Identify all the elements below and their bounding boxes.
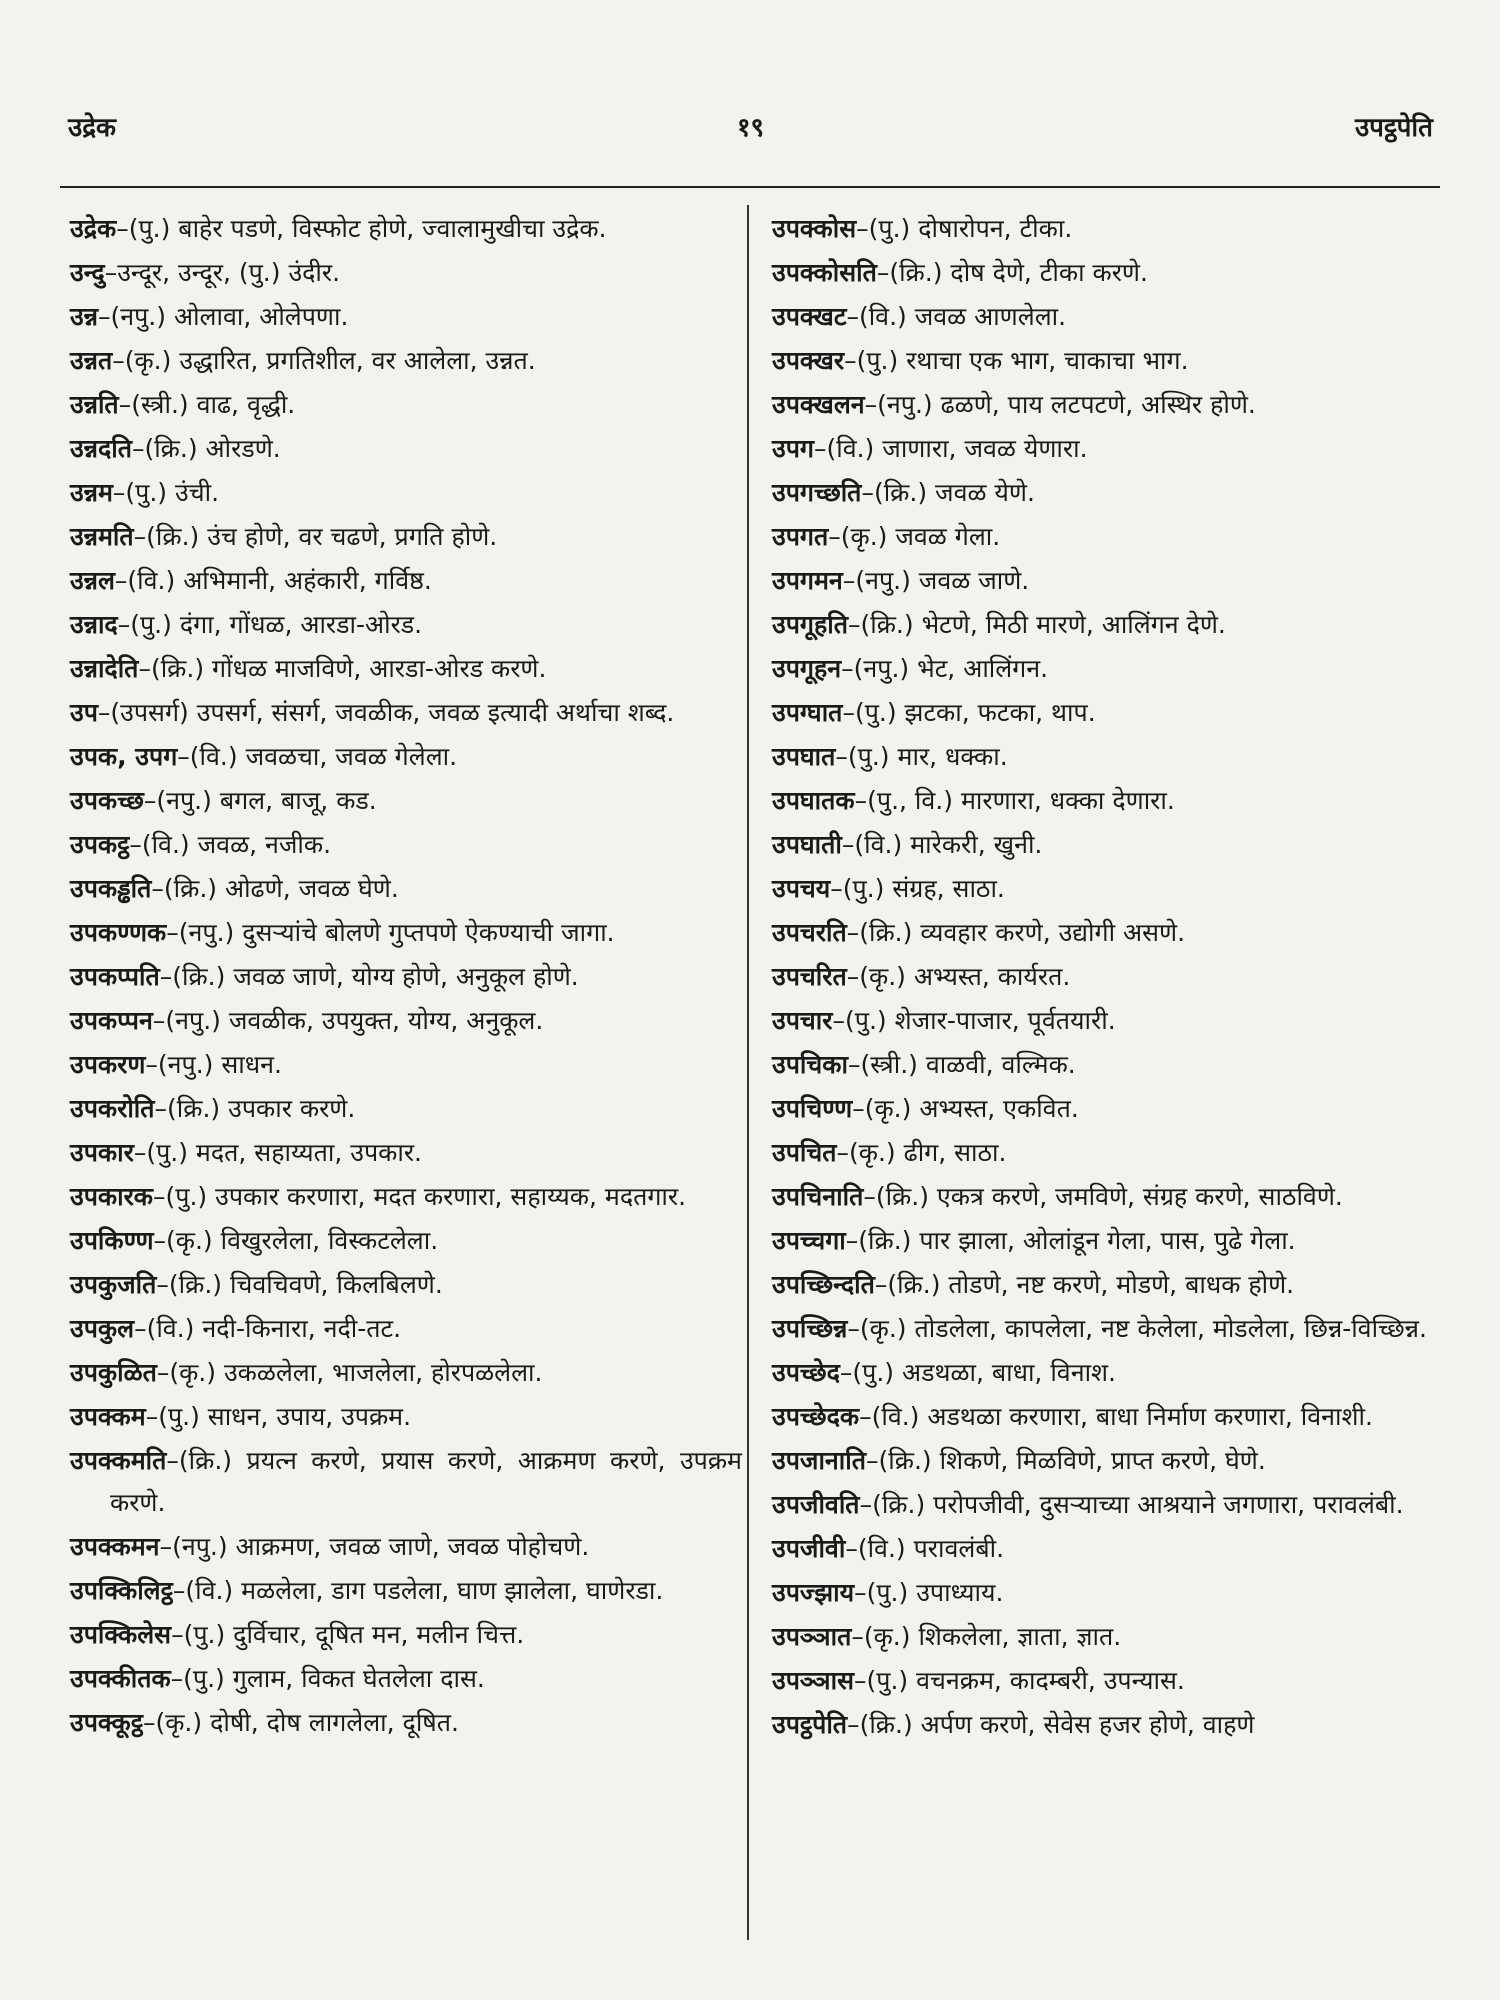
entry-definition: उकळलेला, भाजलेला, होरपळलेला. [223,1358,543,1387]
entry-headword: उपकरण [70,1050,146,1079]
entry-definition: जवळ गेला. [895,522,1001,551]
entry-grammar: (पु.) [128,214,171,243]
entry-headword: उन्न [70,302,98,331]
entry-headword: उपकार [70,1138,134,1167]
entry-headword: उपचिण्ण [772,1094,853,1123]
entry-grammar: (क्रि.) [167,1094,221,1123]
entry-grammar: (कृ.) [849,1138,896,1167]
dictionary-entry: उपगच्छति–(क्रि.) जवळ येणे. [772,478,1035,507]
dictionary-entry: उपक, उपग–(वि.) जवळचा, जवळ गेलेला. [70,742,458,771]
entry-definition: विखुरलेला, विस्कटलेला. [220,1226,439,1255]
entry-grammar: (कृ.) [840,522,888,551]
header-first-word: उद्रेक [68,113,117,143]
entry-grammar: (नपु.) [165,1006,221,1035]
entry-headword: उपक्कमन [70,1532,160,1561]
entry-definition: ओढणे, जवळ घेणे. [224,874,399,903]
entry-headword: उपचार [772,1006,833,1035]
entry-grammar: (वि.) [854,830,903,859]
entry-grammar: (क्रि.) [163,874,218,903]
entry-grammar: (पु.) [856,346,899,375]
entry-grammar: (कृ.) [863,1622,911,1651]
header-rule [60,186,1440,188]
entry-definition: वाळवी, वल्मिक. [925,1050,1076,1079]
entry-headword: उपघातक [772,786,855,815]
entry-headword: उप [70,698,98,727]
entry-grammar: (क्रि.) [172,962,226,991]
entry-headword: उपकप्पति [70,962,160,991]
dictionary-entry: उपचिका–(स्त्री.) वाळवी, वल्मिक. [772,1050,1076,1079]
entry-headword: उपजीवति [772,1490,860,1519]
entry-definition: ओरडणे. [205,434,281,463]
entry-definition: शेजार-पाजार, पूर्वतयारी. [894,1006,1116,1035]
dictionary-entry: उन्नादेति–(क्रि.) गोंधळ माजविणे, आरडा-ओरड करणे. [70,654,547,683]
entry-grammar: (पु.) [146,1138,188,1167]
dictionary-entry: उपकप्पन–(नपु.) जवळीक, उपयुक्त, योग्य, अनुकूल. [70,1006,544,1035]
entry-headword: उपकिण्ण [70,1226,154,1255]
dictionary-entry: उपक्कम–(पु.) साधन, उपाय, उपक्रम. [70,1402,412,1431]
entry-headword: उपकरोति [70,1094,155,1123]
entry-headword: उपग [772,434,814,463]
dictionary-entry: उपचय–(पु.) संग्रह, साठा. [772,874,1005,903]
entry-grammar: (नपु.) [178,918,235,947]
entry-grammar: (नपु.) [110,302,166,331]
entry-definition: जवळीक, उपयुक्त, योग्य, अनुकूल. [228,1006,544,1035]
entry-grammar: (कृ.) [169,1358,216,1387]
entry-definition: एकत्र करणे, जमविणे, संग्रह करणे, साठविणे. [936,1182,1343,1211]
dictionary-entry: उपक्कीतक–(पु.) गुलाम, विकत घेतलेला दास. [70,1664,485,1693]
entry-grammar: (नपु.) [877,390,933,419]
entry-grammar: (वि.) [826,434,875,463]
dictionary-entry: उपकुळित–(कृ.) उकळलेला, भाजलेला, होरपळलेला. [70,1358,543,1387]
dictionary-entry: उपकच्छ–(नपु.) बगल, बाजू, कड. [70,786,377,815]
entry-definition: मारेकरी, खुनी. [910,830,1043,859]
entry-grammar: (वि.) [189,742,238,771]
entry-headword: उपगूहति [772,610,848,639]
dictionary-entry: उपच्चगा–(क्रि.) पार झाला, ओलांडून गेला, पास, पुढे गेला. [772,1226,1296,1255]
entry-definition: तोडणे, नष्ट करणे, मोडणे, बाधक होणे. [948,1270,1295,1299]
entry-definition: शिकलेला, ज्ञाता, ज्ञात. [918,1622,1122,1651]
entry-headword: उन्नत [70,346,113,375]
entry-headword: उपकुल [70,1314,135,1343]
entry-grammar: (उपसर्ग) [110,698,189,727]
entry-grammar: (स्त्री.) [131,390,189,419]
entry-grammar: (कृ.) [155,1708,203,1737]
entry-headword: उपक्किलेस [70,1620,172,1649]
entry-definition: मार, धक्का. [897,742,1008,771]
entry-headword: उपकुजति [70,1270,157,1299]
entry-grammar: (पु.) [854,698,897,727]
entry-definition: परावलंबी. [913,1534,1005,1563]
entry-headword: उपगमन [772,566,843,595]
right-column [772,208,1434,1748]
entry-grammar: (कृ.) [859,1314,907,1343]
entry-definition: अर्पण करणे, सेवेस हजर होणे, वाहणे [920,1710,1255,1739]
dictionary-entry: उपच्छिन्दति–(क्रि.) तोडणे, नष्ट करणे, मोडणे, बाधक होणे. [772,1270,1295,1299]
entry-definition: अडथळा करणारा, बाधा निर्माण करणारा, विनाशी. [927,1402,1373,1431]
dictionary-entry: उपक्कमति–(क्रि.) प्रयत्न करणे, प्रयास करणे, आक्रमण करणे, उपक्रम करणे. [70,1446,742,1517]
dictionary-entry: उपघात–(पु.) मार, धक्का. [772,742,1008,771]
entry-headword: उपगत [772,522,829,551]
entry-grammar: (पु.) [125,478,168,507]
dictionary-entry: उपकुजति–(क्रि.) चिवचिवणे, किलबिलणे. [70,1270,443,1299]
dictionary-entry: उपट्ठपेति–(क्रि.) अर्पण करणे, सेवेस हजर होणे, वाहणे [772,1710,1255,1739]
entry-definition: जवळ जाणे, योग्य होणे, अनुकूल होणे. [233,962,579,991]
entry-definition: बाहेर पडणे, विस्फोट होणे, ज्वालामुखीचा उद्रेक. [178,214,607,243]
entry-headword: उपक्किलिट्ठ [70,1576,173,1605]
entry-grammar: (नपु.) [156,786,212,815]
dictionary-entry: उन्नत–(कृ.) उद्धारित, प्रगतिशील, वर आलेला, उन्नत. [70,346,536,375]
entry-grammar: (पु.) [866,1666,909,1695]
entry-headword: उपचित [772,1138,837,1167]
entry-headword: उपकड्ढति [70,874,152,903]
entry-grammar: (क्रि.) [859,1710,913,1739]
entry-definition: रथाचा एक भाग, चाकाचा भाग. [906,346,1189,375]
entry-headword: उपघाती [772,830,842,859]
entry-headword: उपकच्छ [70,786,144,815]
dictionary-entry: उपगूहन–(नपु.) भेट, आलिंगन. [772,654,1049,683]
dictionary-entry: उपक्कोसति–(क्रि.) दोष देणे, टीका करणे. [772,258,1148,287]
entry-headword: उपक्खलन [772,390,865,419]
dictionary-entry: उपकट्ठ–(वि.) जवळ, नजीक. [70,830,332,859]
entry-definition: जवळ जाणे. [918,566,1030,595]
entry-definition: बगल, बाजू, कड. [219,786,377,815]
entry-definition: मळलेला, डाग पडलेला, घाण झालेला, घाणेरडा. [241,1576,664,1605]
entry-grammar: (वि.) [858,302,907,331]
dictionary-entry: उपघाती–(वि.) मारेकरी, खुनी. [772,830,1043,859]
dictionary-entry: उपकप्पति–(क्रि.) जवळ जाणे, योग्य होणे, अनुकूल होणे. [70,962,579,991]
page-number: १९ [736,113,765,143]
entry-headword: उपकप्पन [70,1006,153,1035]
entry-definition: जवळ येणे. [935,478,1035,507]
dictionary-entry: उपक्कूट्ठ–(कृ.) दोषी, दोष लागलेला, दूषित. [70,1708,459,1737]
entry-headword: उपक्खट [772,302,847,331]
entry-grammar: (पु.) [852,1358,895,1387]
entry-definition: उद्धारित, प्रगतिशील, वर आलेला, उन्नत. [179,346,536,375]
entry-definition: उंच होणे, वर चढणे, प्रगति होणे. [207,522,498,551]
dictionary-entry: उपकण्णक–(नपु.) दुसऱ्यांचे बोलणे गुप्तपणे ऐकण्याची जागा. [70,918,615,947]
entry-definition: चिवचिवणे, किलबिलणे. [229,1270,443,1299]
entry-grammar: (कृ.) [166,1226,213,1255]
entry-definition: ढळणे, पाय लटपटणे, अस्थिर होणे. [940,390,1256,419]
dictionary-entry: उपचरति–(क्रि.) व्यवहार करणे, उद्योगी असणे. [772,918,1186,947]
entry-definition: अभ्यस्त, एकवित. [919,1094,1079,1123]
entry-grammar: (वि.) [185,1576,234,1605]
entry-headword: उन्नमति [70,522,134,551]
entry-definition: दुसऱ्यांचे बोलणे गुप्तपणे ऐकण्याची जागा. [242,918,615,947]
entry-definition: ओलावा, ओलेपणा. [173,302,349,331]
entry-headword: उपकुळित [70,1358,157,1387]
entry-headword: उपक्कमति [70,1446,167,1475]
dictionary-entry: उपकुल–(वि.) नदी-किनारा, नदी-तट. [70,1314,402,1343]
entry-headword: उपचरित [772,962,847,991]
page-header [68,108,1433,152]
entry-headword: उपट्ठपेति [772,1710,848,1739]
entry-grammar: (पु.) [130,610,172,639]
entry-definition: नदी-किनारा, नदी-तट. [202,1314,402,1343]
dictionary-entry: उपक्खर–(पु.) रथाचा एक भाग, चाकाचा भाग. [772,346,1189,375]
entry-definition: जवळ आणलेला. [914,302,1067,331]
entry-definition: व्यवहार करणे, उद्योगी असणे. [920,918,1186,947]
entry-definition: जवळचा, जवळ गेलेला. [245,742,458,771]
dictionary-entry: उपकड्ढति–(क्रि.) ओढणे, जवळ घेणे. [70,874,399,903]
entry-grammar: (क्रि.) [144,434,198,463]
entry-headword: उन्नदति [70,434,132,463]
entry-grammar: (वि.) [141,830,190,859]
entry-grammar: (वि.) [857,1534,906,1563]
entry-grammar: (पु.) [866,1578,909,1607]
entry-grammar: (वि.) [127,566,176,595]
entry-headword: उपक्कीतक [70,1664,171,1693]
entry-headword: उपज्झाय [772,1578,855,1607]
entry-definition: पार झाला, ओलांडून गेला, पास, पुढे गेला. [919,1226,1296,1255]
entry-definition: तोडलेला, कापलेला, नष्ट केलेला, मोडलेला, छिन्न-विच्छिन्न. [914,1314,1427,1343]
entry-definition: दोषारोपन, टीका. [918,214,1073,243]
entry-definition: उपकार करणारा, मदत करणारा, सहाय्यक, मदतगार. [215,1182,687,1211]
dictionary-entry: उपक्किलिट्ठ–(वि.) मळलेला, डाग पडलेला, घाण झालेला, घाणेरडा. [70,1576,664,1605]
dictionary-entry: उपच्छेद–(पु.) अडथळा, बाधा, विनाश. [772,1358,1117,1387]
entry-grammar: (नपु.) [853,654,910,683]
dictionary-entry: उपग्घात–(पु.) झटका, फटका, थाप. [772,698,1096,727]
entry-definition: गुलाम, विकत घेतलेला दास. [232,1664,485,1693]
entry-grammar: (पु.) [158,1402,200,1431]
dictionary-entry: उपक्कोस–(पु.) दोषारोपन, टीका. [772,214,1073,243]
entry-headword: उपञ्ञात [772,1622,852,1651]
entry-headword: उपचिनाति [772,1182,864,1211]
entry-grammar: (कृ.) [124,346,172,375]
entry-headword: उपगच्छति [772,478,862,507]
dictionary-entry: उपगमन–(नपु.) जवळ जाणे. [772,566,1030,595]
entry-headword: उपचय [772,874,831,903]
entry-grammar: (पु.) [165,1182,208,1211]
dictionary-entry: उपजीवति–(क्रि.) परोपजीवी, दुसऱ्याच्या आश्रयाने जगणारा, परावलंबी. [772,1490,1404,1519]
dictionary-entry: उपक्किलेस–(पु.) दुर्विचार, दूषित मन, मलीन चित्त. [70,1620,525,1649]
entry-headword: उन्नाद [70,610,118,639]
dictionary-entry: उद्रेक–(पु.) बाहेर पडणे, विस्फोट होणे, ज्वालामुखीचा उद्रेक. [70,214,607,243]
entry-headword: उन्दु [70,258,105,287]
entry-headword: उन्नादेति [70,654,139,683]
entry-definition: मदत, सहाय्यता, उपकार. [195,1138,423,1167]
entry-grammar: –उन्दूर, उन्दूर, (पु.) [104,258,281,287]
header-last-word: उपट्ठपेति [1354,113,1433,143]
entry-grammar: (पु.) [183,1620,226,1649]
entry-grammar: (वि.) [146,1314,195,1343]
entry-definition: साधन. [221,1050,282,1079]
entry-grammar: (क्रि.) [860,610,914,639]
entry-grammar: (क्रि.) [889,258,943,287]
dictionary-entry: उपचिनाति–(क्रि.) एकत्र करणे, जमविणे, संग्रह करणे, साठविणे. [772,1182,1343,1211]
dictionary-entry: उपगूहति–(क्रि.) भेटणे, मिठी मारणे, आलिंगन देणे. [772,610,1226,639]
entry-headword: उपकण्णक [70,918,167,947]
dictionary-entry: उप–(उपसर्ग) उपसर्ग, संसर्ग, जवळीक, जवळ इत्यादी अर्थाचा शब्द. [70,698,675,727]
dictionary-entry: उन्नति–(स्त्री.) वाढ, वृद्धी. [70,390,296,419]
dictionary-entry: उपजानाति–(क्रि.) शिकणे, मिळविणे, प्राप्त करणे, घेणे. [772,1446,1266,1475]
entry-definition: साधन, उपाय, उपक्रम. [207,1402,412,1431]
entry-definition: मारणारा, धक्का देणारा. [960,786,1175,815]
entry-headword: उपजीवी [772,1534,846,1563]
entry-grammar: (क्रि.) [168,1270,223,1299]
entry-definition: जवळ, नजीक. [197,830,332,859]
dictionary-entry: उपगत–(कृ.) जवळ गेला. [772,522,1001,551]
entry-grammar: (क्रि.) [887,1270,941,1299]
entry-headword: उपक्कूट्ठ [70,1708,143,1737]
dictionary-entry: उन्नल–(वि.) अभिमानी, अहंकारी, गर्विष्ठ. [70,566,432,595]
entry-definition: उपकार करणे. [228,1094,356,1123]
entry-grammar: (क्रि.) [146,522,200,551]
entry-headword: उपचरति [772,918,847,947]
entry-grammar: (क्रि.) [178,1446,233,1475]
entry-headword: उपघात [772,742,836,771]
column-divider [747,205,749,1940]
entry-definition: उंची. [175,478,220,507]
dictionary-entry: उन्नाद–(पु.) दंगा, गोंधळ, आरडा-ओरड. [70,610,423,639]
dictionary-entry: उपचित–(कृ.) ढीग, साठा. [772,1138,1007,1167]
entry-grammar: (क्रि.) [859,918,913,947]
entry-headword: उपक, उपग [70,742,178,771]
entry-headword: उपच्छिन्न [772,1314,848,1343]
entry-definition: अभिमानी, अहंकारी, गर्विष्ठ. [183,566,432,595]
entry-headword: उपकारक [70,1182,154,1211]
dictionary-entry: उपघातक–(पु., वि.) मारणारा, धक्का देणारा. [772,786,1175,815]
entry-grammar: (पु.) [868,214,911,243]
entry-headword: उपच्छेद [772,1358,840,1387]
dictionary-entry: उन्नदति–(क्रि.) ओरडणे. [70,434,281,463]
entry-definition: उंदीर. [288,258,341,287]
entry-grammar: (पु.) [183,1664,225,1693]
entry-definition: दुर्विचार, दूषित मन, मलीन चित्त. [233,1620,525,1649]
entry-grammar: (नपु.) [172,1532,228,1561]
entry-definition: वचनक्रम, कादम्बरी, उपन्यास. [916,1666,1185,1695]
entry-grammar: (नपु.) [157,1050,214,1079]
entry-grammar: (पु., वि.) [867,786,953,815]
dictionary-entry: उपकरण–(नपु.) साधन. [70,1050,282,1079]
dictionary-entry: उपक्खट–(वि.) जवळ आणलेला. [772,302,1067,331]
entry-grammar: (वि.) [871,1402,920,1431]
entry-grammar: (नपु.) [855,566,911,595]
entry-headword: उपचिका [772,1050,848,1079]
entry-definition: अडथळा, बाधा, विनाश. [902,1358,1117,1387]
dictionary-entry: उपच्छिन्न–(कृ.) तोडलेला, कापलेला, नष्ट केलेला, मोडलेला, छिन्न-विच्छिन्न. [772,1314,1427,1343]
entry-headword: उपगूहन [772,654,842,683]
entry-headword: उन्नल [70,566,115,595]
entry-definition: भेट, आलिंगन. [917,654,1049,683]
entry-grammar: (स्त्री.) [860,1050,918,1079]
entry-grammar: (पु.) [842,874,885,903]
entry-definition: गोंधळ माजविणे, आरडा-ओरड करणे. [212,654,547,683]
entry-headword: उपक्खर [772,346,845,375]
entry-headword: उपच्छेदक [772,1402,860,1431]
dictionary-entry: उपञ्ञास–(पु.) वचनक्रम, कादम्बरी, उपन्यास. [772,1666,1185,1695]
entry-definition: झटका, फटका, थाप. [904,698,1096,727]
entry-definition: जाणारा, जवळ येणारा. [882,434,1088,463]
entry-headword: उपच्चगा [772,1226,846,1255]
entry-headword: उपकट्ठ [70,830,130,859]
entry-definition: वाढ, वृद्धी. [196,390,296,419]
dictionary-entry: उपजीवी–(वि.) परावलंबी. [772,1534,1005,1563]
dictionary-entry: उन्न–(नपु.) ओलावा, ओलेपणा. [70,302,349,331]
entry-headword: उपञ्ञास [772,1666,854,1695]
entry-definition: दोष देणे, टीका करणे. [950,258,1148,287]
dictionary-entry: उपकिण्ण–(कृ.) विखुरलेला, विस्कटलेला. [70,1226,439,1255]
entry-definition: परोपजीवी, दुसऱ्याच्या आश्रयाने जगणारा, परावलंबी. [933,1490,1404,1519]
entry-headword: उन्नम [70,478,113,507]
entry-definition: दंगा, गोंधळ, आरडा-ओरड. [179,610,423,639]
entry-definition: दोषी, दोष लागलेला, दूषित. [210,1708,459,1737]
entry-headword: उपच्छिन्दति [772,1270,875,1299]
dictionary-entry: उन्नम–(पु.) उंची. [70,478,220,507]
entry-grammar: (क्रि.) [150,654,205,683]
entry-definition: प्रयत्न करणे, प्रयास करणे, आक्रमण करणे, उपक्रम करणे. [110,1446,742,1517]
entry-definition: उपाध्याय. [916,1578,1004,1607]
dictionary-entry: उपच्छेदक–(वि.) अडथळा करणारा, बाधा निर्माण करणारा, विनाशी. [772,1402,1373,1431]
entry-grammar: (क्रि.) [873,478,928,507]
dictionary-entry: उन्नमति–(क्रि.) उंच होणे, वर चढणे, प्रगति होणे. [70,522,498,551]
dictionary-entry [70,252,742,294]
entry-grammar: (क्रि.) [872,1490,926,1519]
entry-grammar: (क्रि.) [878,1446,932,1475]
entry-grammar: (पु.) [847,742,890,771]
dictionary-entry: उपचार–(पु.) शेजार-पाजार, पूर्वतयारी. [772,1006,1116,1035]
entry-headword: उपक्कोसति [772,258,877,287]
dictionary-entry: उपचरित–(कृ.) अभ्यस्त, कार्यरत. [772,962,1071,991]
dictionary-entry: उपकारक–(पु.) उपकार करणारा, मदत करणारा, सहाय्यक, मदतगार. [70,1182,687,1211]
left-column [70,208,742,1746]
dictionary-entry: उपचिण्ण–(कृ.) अभ्यस्त, एकवित. [772,1094,1079,1123]
dictionary-entry: उपकार–(पु.) मदत, सहाय्यता, उपकार. [70,1138,423,1167]
entry-headword: उपक्कम [70,1402,146,1431]
entry-grammar: (पु.) [844,1006,887,1035]
dictionary-entry: उपकरोति–(क्रि.) उपकार करणे. [70,1094,356,1123]
entry-headword: उन्नति [70,390,119,419]
entry-definition: भेटणे, मिठी मारणे, आलिंगन देणे. [921,610,1226,639]
entry-headword: उपजानाति [772,1446,867,1475]
entry-grammar: (कृ.) [864,1094,912,1123]
dictionary-entry: उपञ्ञात–(कृ.) शिकलेला, ज्ञाता, ज्ञात. [772,1622,1122,1651]
entry-definition: अभ्यस्त, कार्यरत. [913,962,1071,991]
dictionary-entry: उपग–(वि.) जाणारा, जवळ येणारा. [772,434,1088,463]
entry-headword: उपग्घात [772,698,843,727]
dictionary-entry: उपक्खलन–(नपु.) ढळणे, पाय लटपटणे, अस्थिर होणे. [772,390,1256,419]
entry-definition: शिकणे, मिळविणे, प्राप्त करणे, घेणे. [939,1446,1266,1475]
dictionary-entry: उपज्झाय–(पु.) उपाध्याय. [772,1578,1004,1607]
entry-definition: ढीग, साठा. [903,1138,1007,1167]
entry-headword: उद्रेक [70,214,117,243]
entry-definition: संग्रह, साठा. [892,874,1005,903]
dictionary-entry: उपक्कमन–(नपु.) आक्रमण, जवळ जाणे, जवळ पोहोचणे. [70,1532,590,1561]
entry-definition: आक्रमण, जवळ जाणे, जवळ पोहोचणे. [235,1532,590,1561]
entry-definition: उपसर्ग, संसर्ग, जवळीक, जवळ इत्यादी अर्थाचा शब्द. [196,698,675,727]
entry-grammar: (क्रि.) [875,1182,929,1211]
entry-headword: उपक्कोस [772,214,857,243]
entry-grammar: (क्रि.) [858,1226,912,1255]
entry-grammar: (कृ.) [859,962,906,991]
